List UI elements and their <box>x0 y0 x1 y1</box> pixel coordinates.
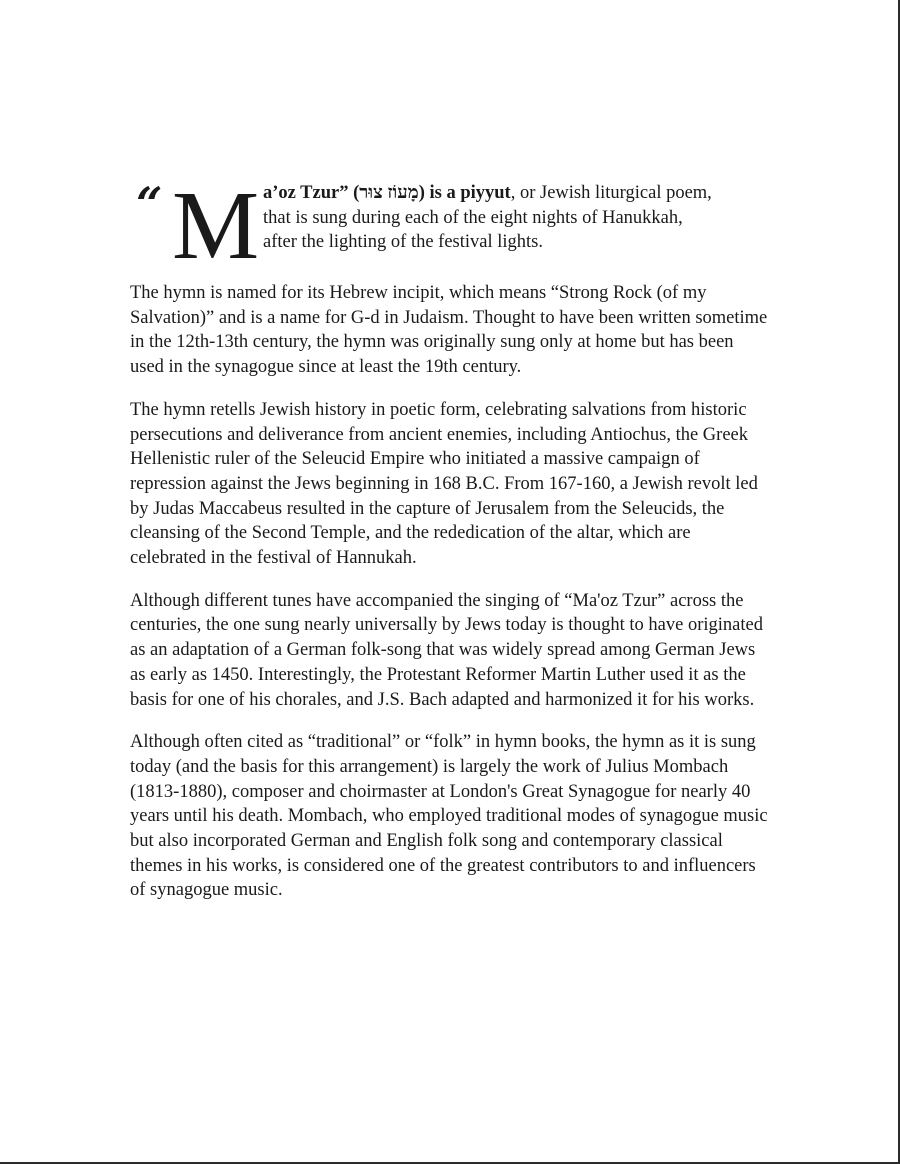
intro-text <box>263 181 768 255</box>
article-body <box>130 172 770 921</box>
intro-title-bold: a’oz Tzur” (מָעוֹז צוּר) is a piyyut <box>263 183 511 203</box>
drop-cap-letter: M <box>172 172 260 280</box>
paragraph-tunes: Although different tunes have accompanied the singing of “Ma'oz Tzur” across the centuries, the one sung nearly universally by Jews today is thought to have originated as an adaptation of a German folk-song that was widely spread among German Jews as early as 1450. Interestingly, the Protestant Reformer Martin Luther used it as the basis for one of his chorales, and J.S. Bach adapted and harmonized it for his works. <box>130 590 763 710</box>
opening-quote-mark: “ <box>136 177 163 231</box>
paragraph-mombach: Although often cited as “traditional” or “folk” in hymn books, the hymn as it is sung today (and the basis for this arrangement) is largely the work of Julius Mombach (1813-1880), composer and choirmaster at London's Great Synagogue for nearly 40 years until his death. Mombach, who employed traditional modes of synagogue music but also incorporated German and English folk song and contemporary classical themes in his works, is considered one of the greatest contributors to and influencers of synagogue music. <box>130 732 768 901</box>
intro-line-1 <box>263 181 768 206</box>
intro-line-3: after the lighting of the festival lights. <box>263 232 544 252</box>
paragraph-hymn-name: The hymn is named for its Hebrew incipit, which means “Strong Rock (of my Salvation)” and is a name for G-d in Judaism. Thought to have been written sometime in the 12th-13th century, the hymn was originally sung only at home but has been used in the synagogue since at least the 19th century. <box>130 283 768 378</box>
intro-line-1-rest: , or Jewish liturgical poem, <box>510 183 712 203</box>
intro-block <box>130 172 770 280</box>
paragraph-history: The hymn retells Jewish history in poetic form, celebrating salvations from historic persecutions and deliverance from ancient enemies, including Antiochus, the Greek Hellenistic ruler of the Seleucid Empire who initiated a massive campaign of repression against the Jews beginning in 168 B.C. From 167-160, a Jewish revolt led by Judas Maccabeus resulted in the capture of Jerusalem from the Seleucids, the cleansing of the Second Temple, and the rededication of the altar, which are celebrated in the festival of Hannukah. <box>130 399 758 569</box>
intro-line-2: that is sung during each of the eight nights of Hanukkah, <box>263 207 683 228</box>
